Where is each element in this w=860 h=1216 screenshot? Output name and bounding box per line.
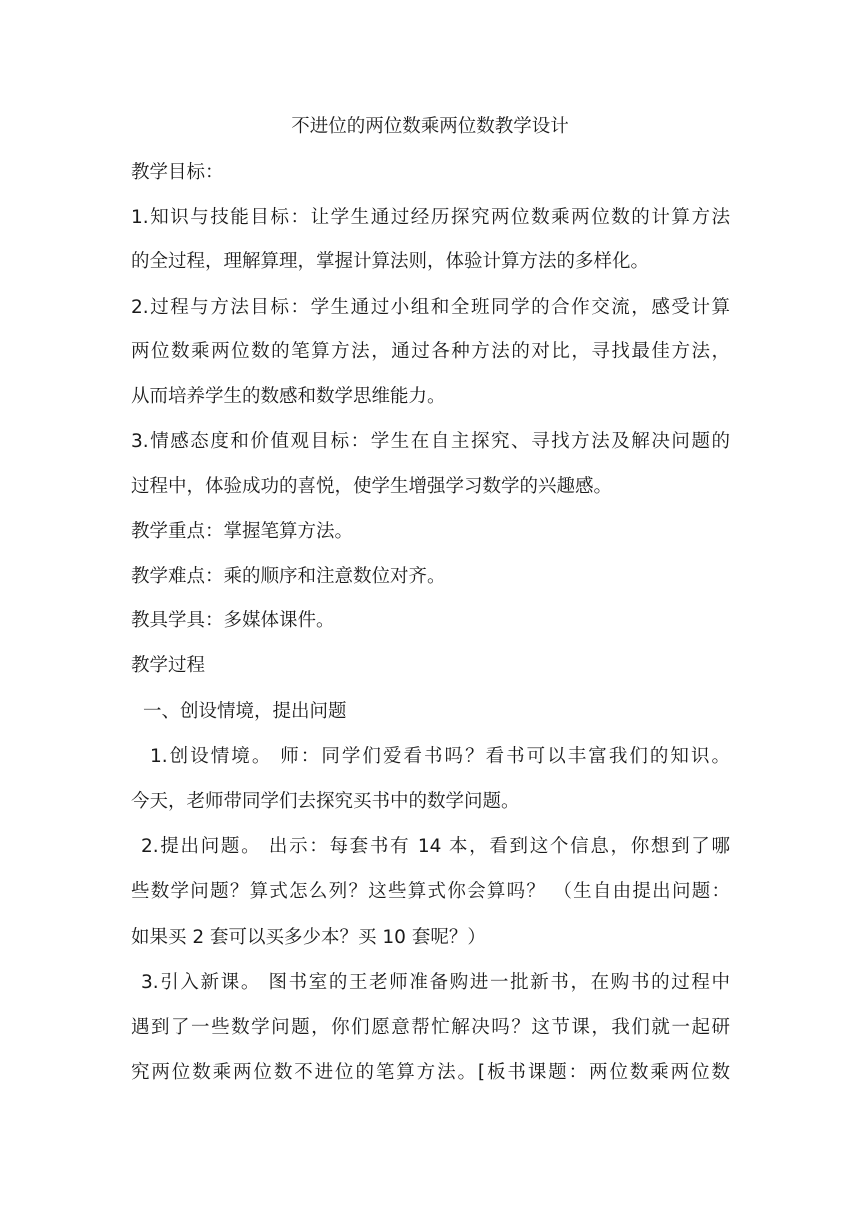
key-point-line: 教学重点：掌握笔算方法。 [131,521,354,542]
paragraph-line: 2.过程与方法目标：学生通过小组和全班同学的合作交流，感受计算 [131,297,730,318]
paragraph-line: 过程中，体验成功的喜悦，使学生增强学习数学的兴趣感。 [131,476,613,497]
document-title: 不进位的两位数乘两位数教学设计 [291,116,569,137]
paragraph-line: 1.创设情境。 师：同学们爱看书吗？看书可以丰富我们的知识。 [150,746,730,767]
section-heading-process: 教学过程 [131,655,206,676]
paragraph-line: 两位数乘两位数的笔算方法，通过各种方法的对比，寻找最佳方法， [131,341,730,362]
section-heading-objectives: 教学目标： [131,162,224,183]
paragraph-line: 遇到了一些数学问题，你们愿意帮忙解决吗？这节课，我们就一起研 [131,1017,730,1038]
paragraph-line: 2.提出问题。 出示：每套书有 14 本，看到这个信息，你想到了哪 [141,836,730,857]
paragraph-line: 究两位数乘两位数不进位的笔算方法。[板书课题：两位数乘两位数 [131,1062,730,1083]
paragraph-line: 今天，老师带同学们去探究买书中的数学问题。 [131,791,520,812]
paragraph-line: 3.引入新课。 图书室的王老师准备购进一批新书，在购书的过程中 [141,972,730,993]
teaching-aids-line: 教具学具：多媒体课件。 [131,610,335,631]
paragraph-line: 的全过程，理解算理，掌握计算法则，体验计算方法的多样化。 [131,251,650,272]
paragraph-line: 3.情感态度和价值观目标：学生在自主探究、寻找方法及解决问题的 [131,431,730,452]
paragraph-line: 些数学问题？算式怎么列？这些算式你会算吗？ （生自由提出问题： [131,881,730,902]
paragraph-line: 从而培养学生的数感和数学思维能力。 [131,386,446,407]
difficulty-line: 教学难点：乘的顺序和注意数位对齐。 [131,566,446,587]
subsection-heading: 一、创设情境，提出问题 [143,701,347,722]
paragraph-line: 1.知识与技能目标：让学生通过经历探究两位数乘两位数的计算方法 [131,207,730,228]
paragraph-line: 如果买 2 套可以买多少本？买 10 套呢？） [131,927,486,948]
